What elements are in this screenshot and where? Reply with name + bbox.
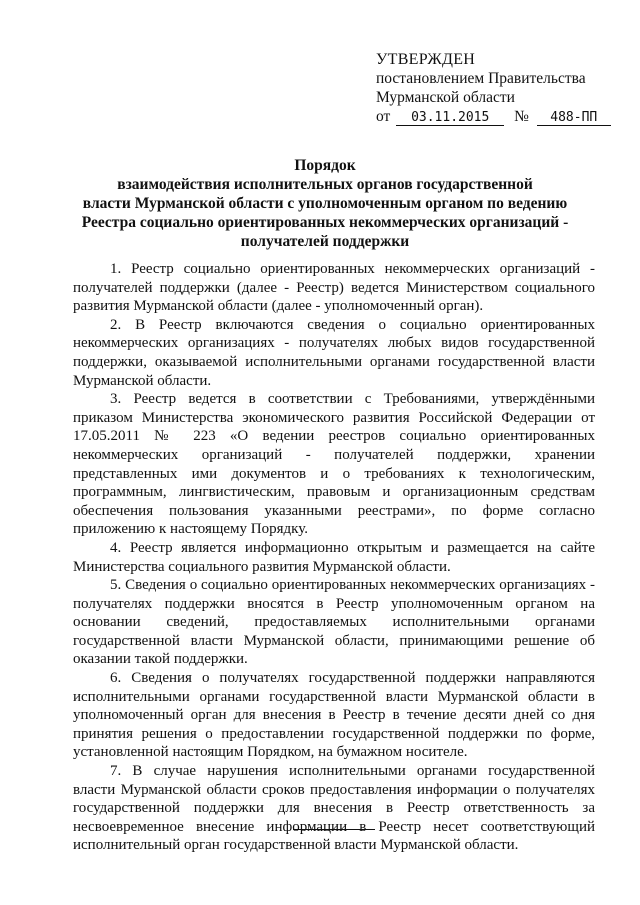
approval-date: 03.11.2015 bbox=[396, 110, 504, 126]
title-line-2: взаимодействия исполнительных органов государственной bbox=[117, 176, 533, 193]
document-title bbox=[60, 156, 590, 251]
approval-line-2: Мурманской области bbox=[376, 89, 515, 106]
title-line-4: Реестра социально ориентированных некоммерческих организаций - bbox=[81, 214, 569, 231]
title-line-3: власти Мурманской области с уполномоченным органом по ведению bbox=[82, 195, 568, 212]
paragraph-2: 2. В Реестр включаются сведения о социально ориентированных некоммерческих организациях - получателях любых видов государственной поддержки, оказываемой исполнительными органами государственной власти Мурманской области. bbox=[73, 316, 595, 389]
paragraph-7: 7. В случае нарушения исполнительными органами государственной власти Мурманской области сроков предоставления информации о получателях государственной поддержки для внесения в Реестр ответственность за несвоевременное внесение информации в Реестр несет соответствующий исполнительный орган государственной власти Мурманской области. bbox=[73, 763, 595, 854]
number-sign: № bbox=[514, 108, 529, 125]
end-divider bbox=[293, 829, 375, 830]
approval-number: 488-ПП bbox=[537, 110, 611, 126]
paragraph-3: 3. Реестр ведется в соответствии с Требованиями, утверждёнными приказом Министерства экономического развития Российской Федерации от 17.05.2011 № 223 «О ведении реестров социально ориентированных некоммерческих организаций - получателей поддержки, хранении представленных ими документов и о требованиях к технологическим, программным, лингвистическим, правовым и организационным средствам обеспечения пользования указанными реестрами», по форме согласно приложению к настоящему Порядку. bbox=[73, 391, 595, 538]
date-prefix: от bbox=[376, 108, 391, 125]
paragraph-5: 5. Сведения о социально ориентированных некоммерческих организациях - получателях поддержки вносятся в Реестр уполномоченным органом на основании сведений, предоставляемых исполнительными органами государственной власти Мурманской области, принимающими решение об оказании такой поддержки. bbox=[73, 577, 595, 668]
approval-line-1: постановлением Правительства bbox=[376, 70, 586, 87]
title-line-5: получателей поддержки bbox=[240, 233, 410, 250]
paragraph-1: 1. Реестр социально ориентированных некоммерческих организаций - получателей поддержки (далее - Реестр) ведется Министерством социального развития Мурманской области (далее - уполномоченный орган). bbox=[73, 261, 595, 315]
approval-date-line bbox=[376, 107, 606, 126]
approval-title: УТВЕРЖДЕН bbox=[376, 51, 476, 68]
paragraph-4: 4. Реестр является информационно открытым и размещается на сайте Министерства социального развития Мурманской области. bbox=[73, 539, 595, 575]
approval-block bbox=[376, 50, 606, 126]
title-line-1: Порядок bbox=[294, 157, 356, 174]
paragraph-6: 6. Сведения о получателях государственной поддержки направляются исполнительными органами государственной власти Мурманской области в уполномоченный орган для внесения в Реестр в течение десяти дней со дня принятия решения о предоставлении государственной поддержки по форме, установленной настоящим Порядком, на бумажном носителе. bbox=[73, 670, 595, 761]
document-body bbox=[73, 260, 595, 855]
